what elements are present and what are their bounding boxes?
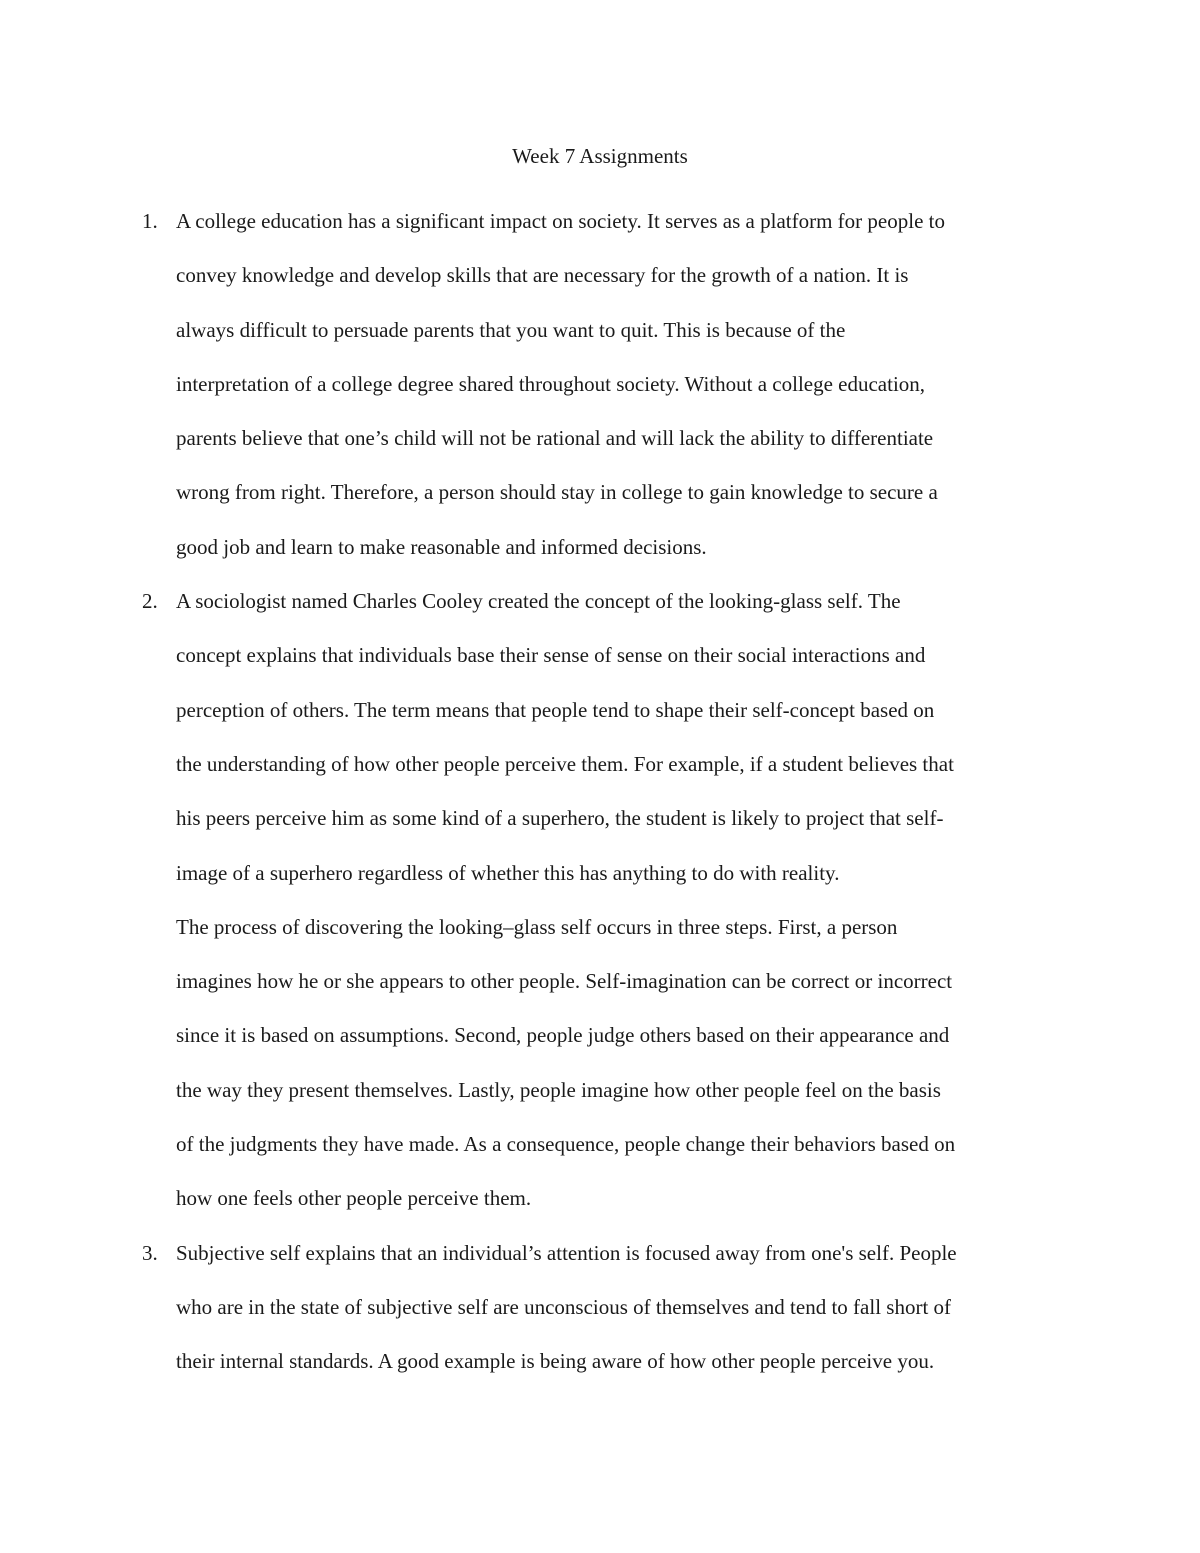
list-number: 1. [142,209,158,233]
text-line: always difficult to persuade parents that you want to quit. This is because of the [176,317,846,342]
list-number: 2. [142,589,158,614]
paragraph [176,194,1066,574]
text-line: of the judgments they have made. As a consequence, people change their behaviors based on [176,1132,956,1157]
text-line: who are in the state of subjective self are unconscious of themselves and tend to fall short of [176,1294,952,1319]
text-line: parents believe that one’s child will not be rational and will lack the ability to differentiate [176,426,934,451]
paragraph [176,900,1066,1226]
text-line: image of a superhero regardless of whether this has anything to do with reality. [176,860,840,885]
list-item-3 [0,1226,1200,1389]
assignment-list [0,194,1200,1389]
text-line: how one feels other people perceive them. [176,1186,532,1211]
text-line: since it is based on assumptions. Second, people judge others based on their appearance and [176,1023,950,1048]
paragraph [176,1226,1066,1389]
text-line: convey knowledge and develop skills that are necessary for the growth of a nation. It is [176,263,909,288]
text-line: imagines how he or she appears to other people. Self-imagination can be correct or incorrect [176,969,953,994]
text-line: A college education has a significant impact on society. It serves as a platform for people to [176,209,945,233]
document-title: Week 7 Assignments [512,144,688,168]
text-line: concept explains that individuals base their sense of sense on their social interactions and [176,643,926,668]
paragraph [176,574,1066,900]
text-line: the way they present themselves. Lastly, people imagine how other people feel on the basis [176,1077,941,1102]
text-line: the understanding of how other people perceive them. For example, if a student believes that [176,751,954,776]
text-line: their internal standards. A good example is being aware of how other people perceive you. [176,1349,935,1374]
list-item-1 [0,194,1200,574]
text-line: his peers perceive him as some kind of a superhero, the student is likely to project that self- [176,806,944,831]
text-line: interpretation of a college degree shared throughout society. Without a college education, [176,371,926,396]
text-line: perception of others. The term means that people tend to shape their self-concept based on [176,697,935,722]
text-line: A sociologist named Charles Cooley created the concept of the looking-glass self. The [176,589,901,614]
text-line: wrong from right. Therefore, a person should stay in college to gain knowledge to secure a [176,480,938,505]
text-line: The process of discovering the looking–glass self occurs in three steps. First, a person [176,914,898,939]
list-item-2 [0,574,1200,1226]
list-number: 3. [142,1240,158,1265]
text-line: Subjective self explains that an individual’s attention is focused away from one's self. People [176,1240,957,1265]
text-line: good job and learn to make reasonable and informed decisions. [176,534,707,559]
